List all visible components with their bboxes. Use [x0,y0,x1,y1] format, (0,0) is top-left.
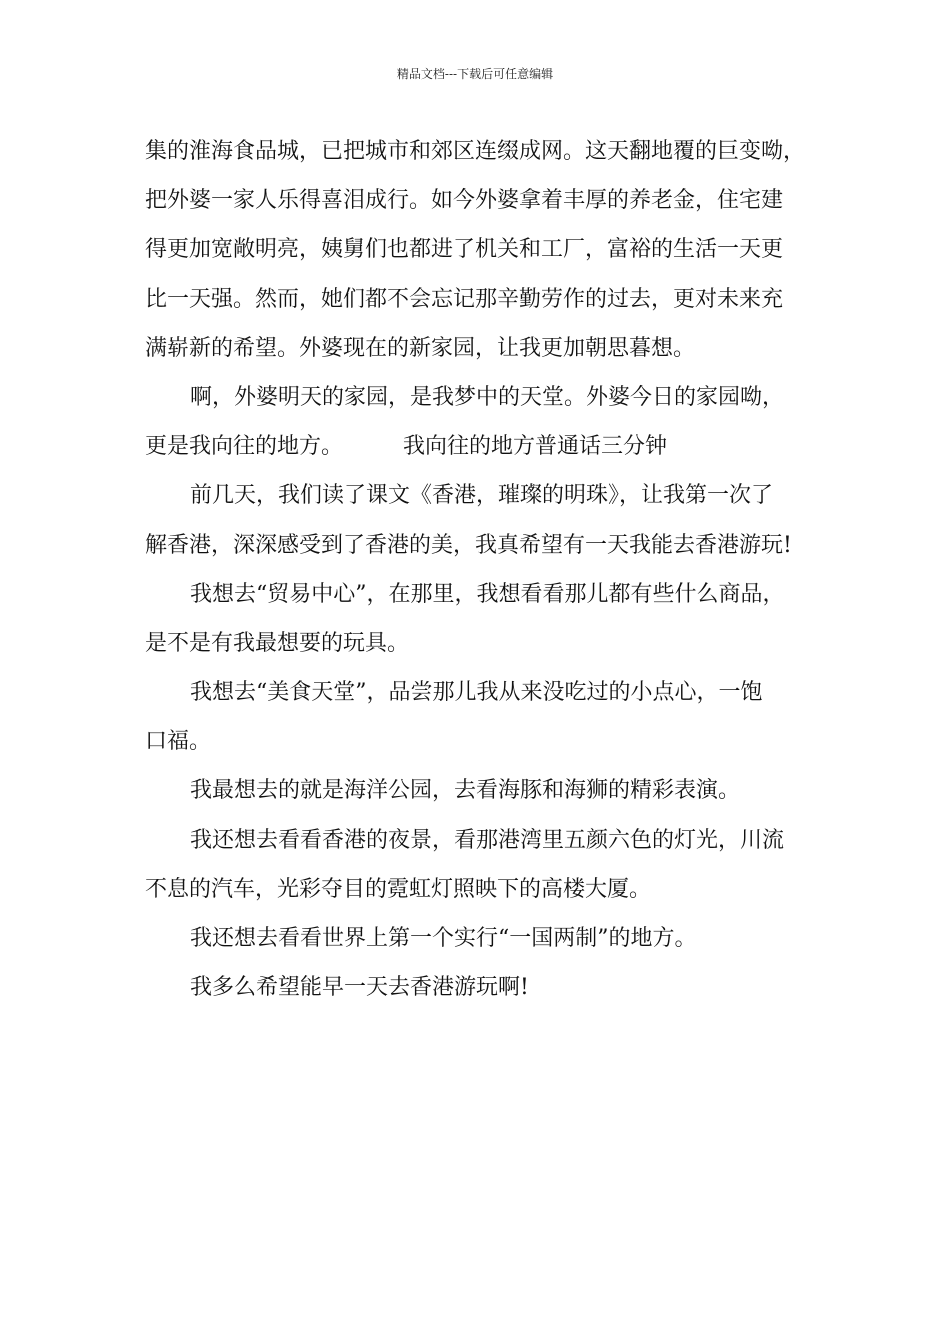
text-line: 解香港，深深感受到了香港的美，我真希望有一天我能去香港游玩! [145,532,792,558]
document-body [145,127,815,1012]
text-line: 前几天，我们读了课文《香港，璀璨的明珠》，让我第一次了 [190,483,774,509]
inline-title: 我向往的地方普通话三分钟 [403,434,668,460]
text-line: 把外婆一家人乐得喜泪成行。如今外婆拿着丰厚的养老金，住宅建 [145,188,784,214]
text-line: 我想去“美食天堂”，品尝那儿我从来没吃过的小点心，一饱 [190,680,763,706]
text-line: 集的淮海食品城，已把城市和郊区连缀成网。这天翻地覆的巨变呦， [145,139,806,164]
text-line: 口福。 [145,729,212,755]
text-line: 啊，外婆明天的家园，是我梦中的天堂。外婆今日的家园呦， [190,384,785,410]
text-line: 我想去“贸易中心”，在那里，我想看看那儿都有些什么商品， [190,581,785,607]
text-segment: 更是我向往的地方。 [145,434,344,460]
text-line: 满崭新的希望。外婆现在的新家园，让我更加朝思暮想。 [145,335,696,361]
text-line: 是不是有我最想要的玩具。 [145,630,410,656]
text-line: 我还想去看看香港的夜景，看那港湾里五颜六色的灯光，川流 [190,827,785,853]
page-header: 精品文档---下载后可任意编辑 [396,67,554,81]
text-line: 比一天强。然而，她们都不会忘记那辛勤劳作的过去，更对未来充 [145,286,784,312]
text-line: 我最想去的就是海洋公园，去看海豚和海狮的精彩表演。 [190,778,741,804]
text-line: 我还想去看看世界上第一个实行“一国两制”的地方。 [190,926,697,951]
text-line: 不息的汽车，光彩夺目的霓虹灯照映下的高楼大厦。 [145,876,652,902]
text-line-with-title [145,422,815,471]
text-line: 得更加宽敞明亮，姨舅们也都进了机关和工厂，富裕的生活一天更 [145,237,784,263]
text-line: 我多么希望能早一天去香港游玩啊! [190,975,529,1001]
